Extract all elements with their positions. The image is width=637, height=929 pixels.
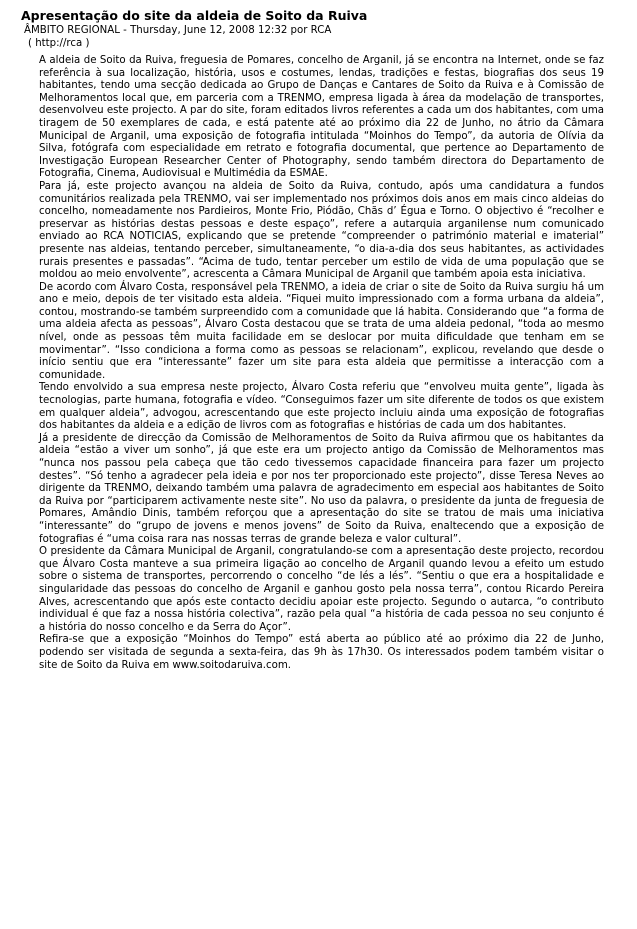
article-paragraph: Já a presidente de direcção da Comissão de Melhoramentos de Soito da Ruiva afirmou que os habitantes da aldeia “estão a viver um sonho”, já que este era um projecto antigo da Comissão de Melhoramentos mas “nunca nos passou pela cabeça que tão cedo tivessemos capacidade financeira para fazer um projecto destes”. “Só tenho a agradecer pela ideia e por nos ter proporcionado este projecto”, disse Teresa Neves ao dirigente da TRENMO, deixando também uma palavra de agradecimento em especial aos habitantes de Soito da Ruiva por “participarem activamente neste site”. No uso da palavra, o presidente da junta de freguesia de Pomares, Amândio Dinis, também reforçou que a apresentação do site se tratou de mais uma iniciativa “interessante” do “grupo de jovens e menos jovens” de Soito da Ruiva, enaltecendo que a exposição de fotografias é “uma coisa rara nas nossas terras de grande beleza e valor cultural”. bbox=[39, 432, 604, 545]
article-paragraph: Tendo envolvido a sua empresa neste projecto, Álvaro Costa referiu que “envolveu muita gente”, ligada às tecnologias, parte humana, fotografia e vídeo. “Conseguimos fazer um site diferente de todos os que existem em qualquer aldeia”, advogou, acrescentando que este projecto incluiu ainda uma exposição de fotografias dos habitantes da aldeia e a edição de livros com as fotografias e histórias de cada um dos habitantes. bbox=[39, 382, 604, 432]
article-title: Apresentação do site da aldeia de Soito da Ruiva bbox=[21, 8, 368, 23]
article-meta: ÂMBITO REGIONAL - Thursday, June 12, 2008 12:32 por RCA bbox=[24, 25, 332, 36]
article-paragraph: De acordo com Álvaro Costa, responsável pela TRENMO, a ideia de criar o site de Soito da Ruiva surgiu há um ano e meio, depois de ter visitado esta aldeia. “Fiquei muito impressionado com a forma urbana da aldeia”, contou, mostrando-se também surpreendido com a comunidade que lá habita. Considerando que “a forma de uma aldeia afecta as pessoas”, Álvaro Costa destacou que se trata de uma aldeia pedonal, “toda ao mesmo nível, onde as pessoas têm muita facilidade em se deslocar por muita dificuldade que tenham em se movimentar”. “Isso condiciona a forma como as pessoas se relacionam”, explicou, revelando que desde o início sentiu que era “interessante” fazer um site para esta aldeia que permitisse a interacção com a comunidade. bbox=[39, 281, 604, 381]
article-paragraph: Para já, este projecto avançou na aldeia de Soito da Ruiva, contudo, após uma candidatura a fundos comunitários realizada pela TRENMO, vai ser implementado nos próximos dois anos em mais cinco aldeias do concelho, nomeadamente nos Pardieiros, Monte Frio, Piódão, Chãs d’ Égua e Torno. O objectivo é “recolher e preservar as histórias destas pessoas e deste espaço”, refere a autarquia arganilense num comunicado enviado ao RCA NOTICIAS, explicando que se pretende “compreender o património material e imaterial” presente nas aldeias, tentando perceber, simultaneamente, “o dia-a-dia dos seus habitantes, as actividades rurais presentes e passadas”. “Acima de tudo, tentar perceber um estilo de vida de uma população que se moldou ao meio envolvente”, acrescenta a Câmara Municipal de Arganil que também apoia esta iniciativa. bbox=[39, 180, 604, 281]
article-paragraph: A aldeia de Soito da Ruiva, freguesia de Pomares, concelho de Arganil, já se encontra na Internet, onde se faz referência à sua localização, história, usos e costumes, lendas, tradições e festas, biografias dos seus 19 habitantes, tendo uma secção dedicada ao Grupo de Danças e Cantares de Soito da Ruiva e à Comissão de Melhoramentos local que, em parceria com a TRENMO, empresa ligada à área da modelação de transportes, desenvolveu este projecto. A par do site, foram editados livros referentes a cada um dos habitantes, com uma tiragem de 50 exemplares de cada, e está patente até ao próximo dia 22 de Junho, no átrio da Câmara Municipal de Arganil, uma exposição de fotografia intitulada “Moinhos do Tempo”, da autoria de Olívia da Silva, fotógrafa com especialidade em retrato e fotografia documental, que pertence ao Departamento de Investigação European Researcher Center of Photography, sendo também directora do Departamento de Fotografia, Cinema, Audiovisual e Multimédia da ESMAE. bbox=[39, 55, 604, 180]
article-source: ( http://rca ) bbox=[28, 38, 90, 49]
article-paragraph: O presidente da Câmara Municipal de Arganil, congratulando-se com a apresentação deste projecto, recordou que Álvaro Costa manteve a sua primeira ligação ao concelho de Arganil quando levou a efeito um estudo sobre o sistema de transportes, percorrendo o concelho “de lés a lés”. “Sentiu o que era a hospitalidade e singularidade das pessoas do concelho de Arganil e ganhou gosto pela nossa terra”, contou Ricardo Pereira Alves, acrescentando que após este contacto decidiu apoiar este projecto. Segundo o autarca, “o contributo individual é que faz a nossa história colectiva”, razão pela qual “a história de cada pessoa no seu conjunto é a história do nosso concelho e da Serra do Açor”. bbox=[39, 546, 604, 633]
article-header bbox=[21, 8, 621, 50]
article-paragraph: Refira-se que a exposição “Moinhos do Tempo” está aberta ao público até ao próximo dia 22 de Junho, podendo ser visitada de segunda a sexta-feira, das 9h às 17h30. Os interessados podem também visitar o site de Soito da Ruiva em www.soitodaruiva.com. bbox=[39, 634, 604, 671]
article-body bbox=[39, 55, 604, 672]
